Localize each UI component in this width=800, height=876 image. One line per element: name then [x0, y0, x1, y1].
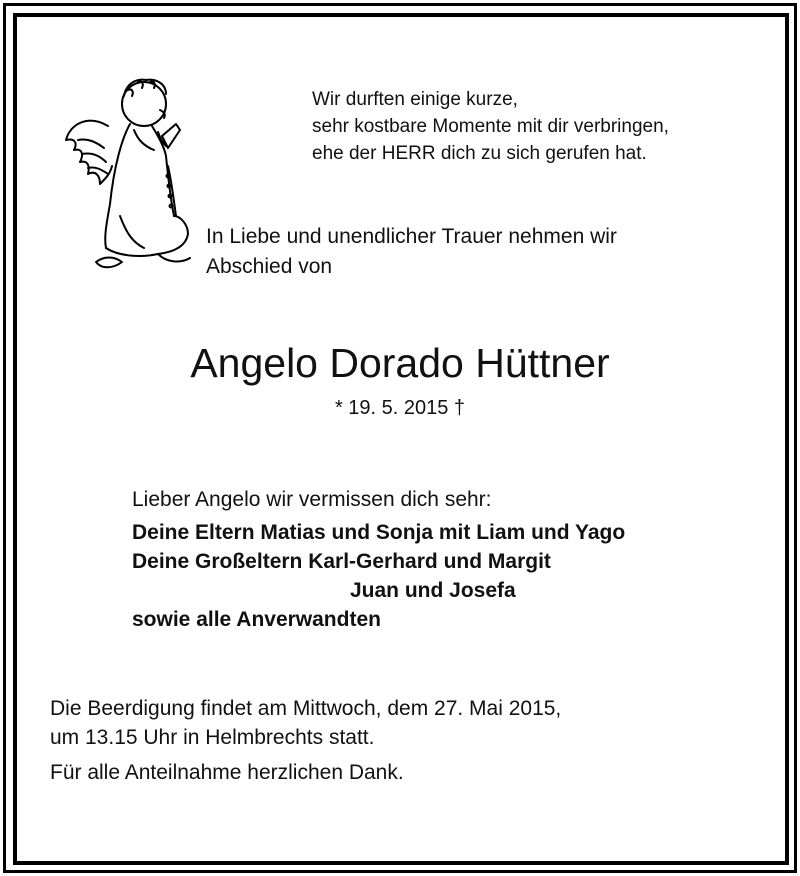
- intro-line: Abschied von: [206, 255, 333, 278]
- deceased-name: Angelo Dorado Hüttner: [190, 340, 610, 386]
- address-line: Lieber Angelo wir vermissen dich sehr:: [132, 488, 492, 511]
- poem-line: sehr kostbare Momente mit dir verbringen,: [312, 116, 669, 137]
- praying-angel-icon: [48, 66, 206, 278]
- intro-line: In Liebe und unendlicher Trauer nehmen wir: [206, 225, 617, 248]
- mourner-line: Juan und Josefa: [350, 579, 516, 602]
- deceased-dates: * 19. 5. 2015 †: [334, 397, 466, 419]
- thanks-line: Für alle Anteilnahme herzlichen Dank.: [50, 761, 404, 784]
- poem: [312, 86, 669, 167]
- poem-line: Wir durften einige kurze,: [312, 89, 518, 110]
- funeral-line: um 13.15 Uhr in Helmbrechts statt.: [50, 726, 375, 749]
- poem-line: ehe der HERR dich zu sich gerufen hat.: [312, 143, 647, 164]
- funeral-line: Die Beerdigung findet am Mittwoch, dem 27. Mai 2015,: [50, 697, 562, 720]
- mourner-line: sowie alle Anverwandten: [132, 608, 381, 631]
- mourner-line: Deine Großeltern Karl-Gerhard und Margit: [132, 550, 551, 573]
- mourners-list: [132, 518, 625, 634]
- intro-text: [206, 222, 617, 282]
- funeral-info: [50, 694, 561, 752]
- mourner-line: Deine Eltern Matias und Sonja mit Liam und Yago: [132, 521, 626, 544]
